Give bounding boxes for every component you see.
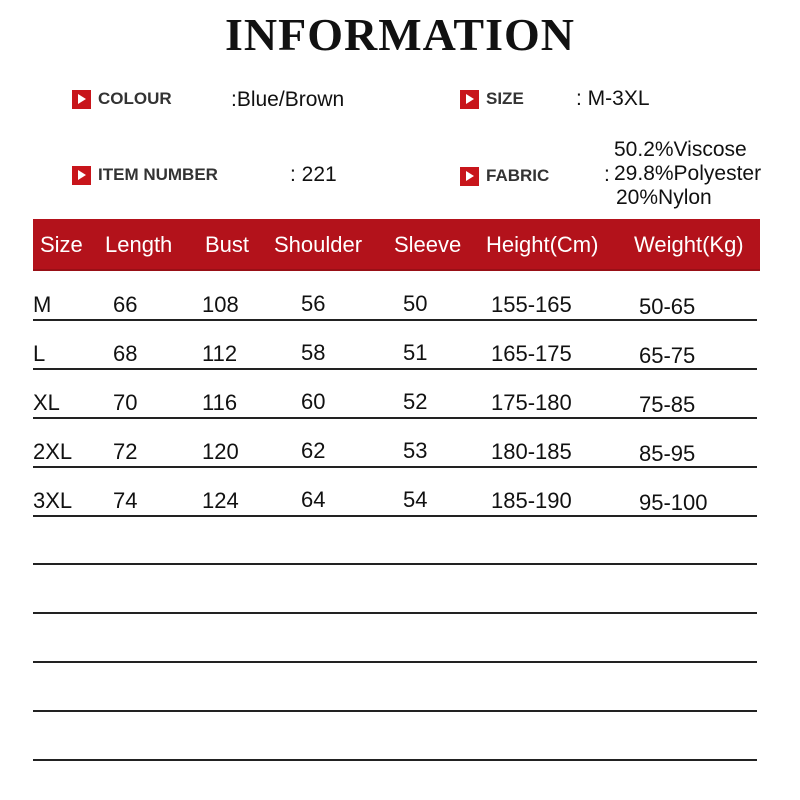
info-size: [460, 89, 524, 109]
cell-sleeve: 54: [403, 487, 428, 512]
table-row: [33, 319, 757, 370]
fabric-label: FABRIC: [486, 166, 550, 185]
column-header-height: Height(Cm): [486, 232, 599, 257]
info-item-value-wrap: [290, 163, 337, 187]
cell-height: 180-185: [491, 439, 572, 464]
item-number-value: : 221: [290, 163, 337, 186]
cell-height: 155-165: [491, 292, 572, 317]
table-row: [33, 270, 757, 321]
info-size-value-wrap: [576, 87, 650, 111]
cell-size: M: [33, 292, 52, 317]
cell-bust: 112: [202, 341, 238, 366]
info-fabric: [460, 166, 549, 186]
size-value: : M-3XL: [576, 87, 650, 110]
cell-sleeve: 51: [403, 340, 428, 365]
size-table-header: [33, 219, 760, 271]
play-icon: [72, 90, 91, 109]
fabric-value-line: 29.8%Polyester: [614, 162, 762, 185]
empty-row-line: [33, 612, 757, 614]
cell-size: L: [33, 341, 46, 366]
empty-row-line: [33, 661, 757, 663]
cell-height: 165-175: [491, 341, 572, 366]
cell-length: 68: [113, 341, 138, 366]
column-header-weight: Weight(Kg): [634, 232, 744, 257]
play-icon: [72, 166, 91, 185]
column-header-shoulder: Shoulder: [274, 232, 363, 257]
cell-bust: 108: [202, 292, 239, 317]
fabric-value-line: 50.2%Viscose: [614, 138, 747, 161]
cell-height: 175-180: [491, 390, 572, 415]
cell-length: 72: [113, 439, 138, 464]
table-row: [33, 466, 757, 517]
cell-shoulder: 60: [301, 389, 326, 414]
colour-label: COLOUR: [98, 89, 172, 108]
column-header-length: Length: [105, 232, 173, 257]
cell-sleeve: 53: [403, 438, 428, 463]
cell-size: XL: [33, 390, 60, 415]
cell-shoulder: 56: [301, 291, 326, 316]
colour-value: :Blue/Brown: [231, 88, 345, 111]
cell-size: 3XL: [33, 488, 73, 513]
fabric-value-line: 20%Nylon: [616, 186, 712, 209]
info-colour: [72, 89, 172, 109]
column-header-sleeve: Sleeve: [394, 232, 462, 257]
cell-length: 74: [113, 488, 138, 513]
empty-row-line: [33, 759, 757, 761]
cell-sleeve: 50: [403, 291, 428, 316]
info-colour-value-wrap: [231, 88, 344, 112]
fabric-colon: :: [604, 163, 610, 186]
cell-shoulder: 64: [301, 487, 326, 512]
empty-row-line: [33, 563, 757, 565]
play-icon: [460, 90, 479, 109]
table-row: [33, 368, 757, 419]
cell-length: 66: [113, 292, 138, 317]
item-number-label: ITEM NUMBER: [98, 165, 218, 184]
cell-bust: 116: [202, 390, 238, 415]
empty-row-line: [33, 710, 757, 712]
info-item-number: [72, 165, 218, 185]
cell-weight: 65-75: [639, 343, 696, 368]
page-title: INFORMATION: [224, 9, 576, 60]
play-icon: [460, 167, 479, 186]
fabric-values: [614, 138, 761, 210]
size-label: SIZE: [486, 89, 524, 108]
cell-height: 185-190: [491, 488, 572, 513]
table-row: [33, 417, 757, 468]
cell-weight: 75-85: [639, 392, 696, 417]
cell-shoulder: 58: [301, 340, 326, 365]
cell-weight: 85-95: [639, 441, 696, 466]
column-header-bust: Bust: [205, 232, 250, 257]
cell-size: 2XL: [33, 439, 73, 464]
cell-length: 70: [113, 390, 138, 415]
cell-weight: 50-65: [639, 294, 696, 319]
cell-sleeve: 52: [403, 389, 428, 414]
cell-weight: 95-100: [639, 490, 708, 515]
cell-shoulder: 62: [301, 438, 326, 463]
column-header-size: Size: [40, 232, 83, 257]
cell-bust: 124: [202, 488, 239, 513]
cell-bust: 120: [202, 439, 239, 464]
